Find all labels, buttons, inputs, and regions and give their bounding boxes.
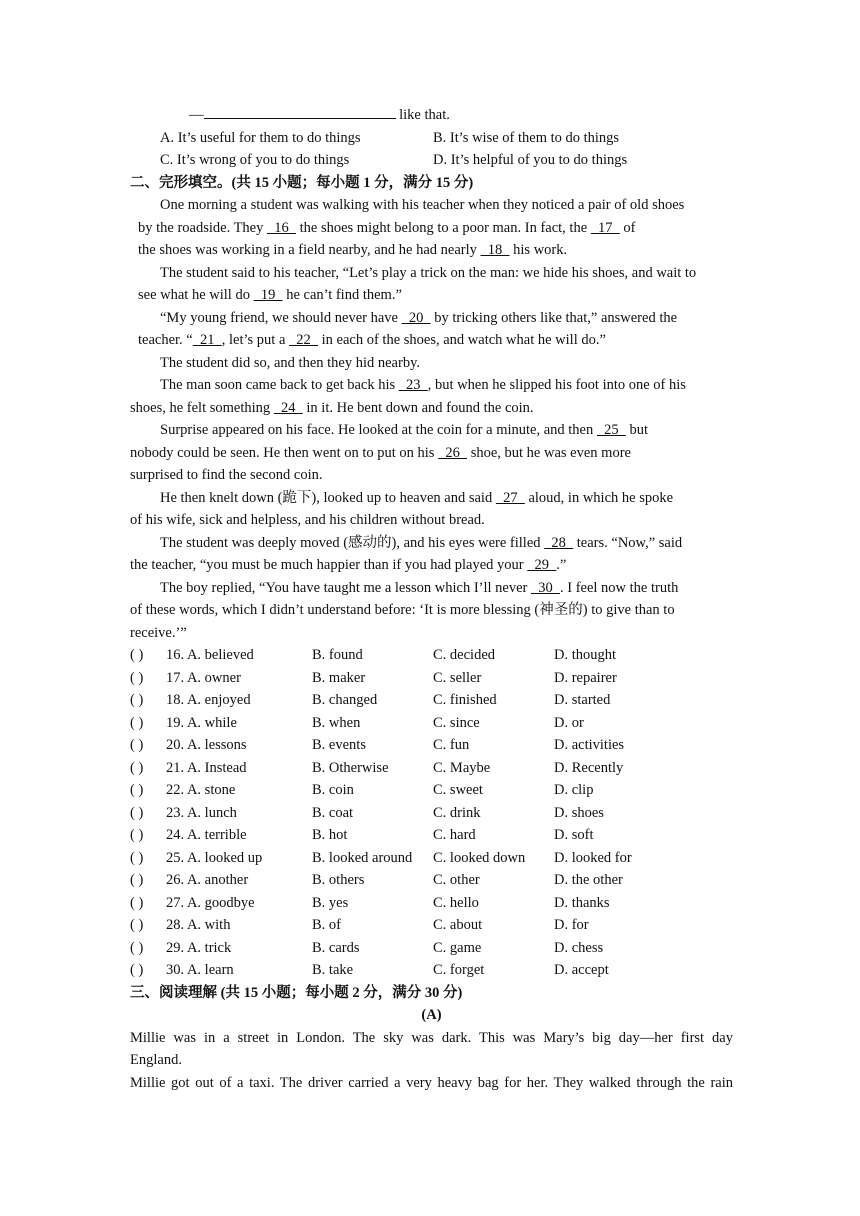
question-option-a: ( ) 28. A. with: [130, 914, 312, 937]
question-option-d: D. clip: [554, 782, 594, 798]
question-option-b: B. Otherwise: [312, 759, 389, 776]
answer-blank: [204, 104, 396, 119]
passage-line: Millie got out of a taxi. The driver carried a very heavy bag for her. They walked through the rain: [130, 1074, 733, 1091]
question-option-d: D. repairer: [554, 669, 617, 686]
blank-30: 30: [531, 579, 560, 596]
passage-line: see what he will do 19 he can’t find them.”: [138, 287, 402, 303]
question-option-a: ( ) 18. A. enjoyed: [130, 689, 312, 712]
question-option-d: D. started: [554, 692, 611, 708]
question-option-b: B. of: [312, 917, 341, 933]
question-option-d: D. thought: [554, 647, 617, 663]
passage-line: The boy replied, “You have taught me a lesson which I’ll never 30 . I feel now the truth: [160, 579, 679, 596]
question-option-c: C. forget: [433, 962, 485, 978]
question-option-b: B. maker: [312, 669, 366, 686]
passage-line: The student was deeply moved (感动的), and his eyes were filled 28 tears. “Now,” said: [160, 534, 683, 551]
blank-22: 22: [289, 332, 319, 348]
passage-line: The student said to his teacher, “Let’s play a trick on the man: we hide his shoes, and wait to: [160, 264, 697, 281]
blank-27: 27: [495, 489, 525, 506]
answer-paren: ( ): [130, 804, 144, 821]
question-option-c: C. drink: [433, 804, 481, 821]
passage-line: The student did so, and then they hid nearby.: [160, 354, 421, 371]
blank-28: 28: [544, 534, 574, 551]
option-d: D. It’s helpful of you to do things: [433, 152, 628, 168]
answer-paren: ( ): [130, 692, 144, 708]
question-option-c: C. about: [433, 917, 483, 933]
question-option-c: C. looked down: [433, 849, 526, 866]
cloze-question-list: [130, 644, 733, 982]
blank-24: 24: [273, 399, 303, 416]
question-option-d: D. soft: [554, 827, 594, 843]
question-option-a: ( ) 20. A. lessons: [130, 734, 312, 757]
cloze-question-row: [130, 644, 733, 667]
question-option-c: C. seller: [433, 669, 482, 686]
answer-paren: ( ): [130, 669, 144, 686]
answer-paren: ( ): [130, 849, 144, 866]
question-option-d: D. shoes: [554, 804, 604, 821]
passage-line: The man soon came back to get back his 23 , but when he slipped his foot into one of his: [160, 377, 686, 393]
passage-line: surprised to find the second coin.: [130, 467, 323, 483]
question-option-b: B. take: [312, 962, 354, 978]
blank-17: 17: [590, 219, 620, 236]
question-option-d: D. or: [554, 714, 584, 731]
question-option-b: B. others: [312, 872, 365, 888]
passage-line: One morning a student was walking with his teacher when they noticed a pair of old shoes: [160, 197, 685, 213]
option-a: A. It’s useful for them to do things: [160, 129, 361, 146]
blank-29: 29: [527, 557, 557, 573]
question-option-c: C. Maybe: [433, 759, 491, 776]
question-option-d: D. the other: [554, 872, 623, 888]
question-option-a: ( ) 23. A. lunch: [130, 802, 312, 825]
question-option-c: C. sweet: [433, 782, 483, 798]
cloze-question-row: [130, 847, 733, 870]
question-option-b: B. cards: [312, 939, 360, 956]
cloze-question-row: [130, 757, 733, 780]
answer-paren: ( ): [130, 714, 144, 731]
question-option-a: ( ) 24. A. terrible: [130, 824, 312, 847]
passage-line: He then knelt down (跪下), looked up to heaven and said 27 aloud, in which he spoke: [160, 489, 674, 506]
question-option-b: B. coin: [312, 782, 354, 798]
answer-paren: ( ): [130, 872, 144, 888]
cloze-question-row: [130, 689, 733, 712]
blank-19: 19: [253, 287, 283, 303]
cloze-question-row: [130, 779, 733, 802]
question-option-d: D. for: [554, 917, 589, 933]
question-option-d: D. chess: [554, 939, 604, 956]
cloze-question-row: [130, 892, 733, 915]
question-option-c: C. decided: [433, 647, 496, 663]
question-option-b: B. found: [312, 647, 363, 663]
answer-paren: ( ): [130, 917, 144, 933]
cloze-question-row: [130, 667, 733, 690]
cloze-question-row: [130, 937, 733, 960]
question-option-a: ( ) 26. A. another: [130, 869, 312, 892]
question-option-a: ( ) 29. A. trick: [130, 937, 312, 960]
answer-paren: ( ): [130, 782, 144, 798]
question-option-a: ( ) 19. A. while: [130, 712, 312, 735]
option-row: [130, 149, 733, 172]
question-option-c: C. hello: [433, 894, 479, 911]
option-c: C. It’s wrong of you to do things: [160, 152, 350, 168]
question-option-b: B. changed: [312, 692, 378, 708]
question-option-d: D. thanks: [554, 894, 610, 911]
answer-paren: ( ): [130, 962, 144, 978]
section-heading-cloze: 二、完形填空。(共 15 小题；每小题 1 分，满分 15 分): [130, 174, 474, 191]
question-option-d: D. accept: [554, 962, 609, 978]
blank-23: 23: [398, 377, 428, 393]
blank-21: 21: [192, 332, 222, 348]
answer-paren: ( ): [130, 827, 144, 843]
cloze-question-row: [130, 869, 733, 892]
question-option-d: D. Recently: [554, 759, 624, 776]
question-option-a: ( ) 22. A. stone: [130, 779, 312, 802]
question-option-b: B. yes: [312, 894, 349, 911]
answer-paren: ( ): [130, 939, 144, 956]
blank-18: 18: [480, 242, 510, 258]
question-option-b: B. when: [312, 714, 361, 731]
passage-line: of these words, which I didn’t understand before: ‘It is more blessing (神圣的) to give than to: [130, 602, 675, 618]
question-stem-line: — like that.: [130, 104, 733, 127]
passage-line: Millie was in a street in London. The sky was dark. This was Mary’s big day—her first day: [130, 1029, 733, 1046]
passage-line: the teacher, “you must be much happier than if you had played your 29 .”: [130, 557, 567, 573]
cloze-question-row: [130, 959, 733, 982]
blank-16: 16: [267, 219, 296, 236]
passage-line: nobody could be seen. He then went on to put on his 26 shoe, but he was even more: [130, 444, 631, 461]
question-option-b: B. hot: [312, 827, 348, 843]
answer-paren: ( ): [130, 894, 144, 911]
answer-paren: ( ): [130, 737, 144, 753]
passage-line: shoes, he felt something 24 in it. He bent down and found the coin.: [130, 399, 534, 416]
blank-20: 20: [401, 309, 431, 326]
question-option-a: ( ) 27. A. goodbye: [130, 892, 312, 915]
cloze-question-row: [130, 914, 733, 937]
question-option-c: C. game: [433, 939, 482, 956]
question-option-d: D. activities: [554, 737, 625, 753]
question-option-c: C. other: [433, 872, 480, 888]
document-page: [130, 104, 733, 1094]
blank-26: 26: [438, 444, 468, 461]
question-option-a: ( ) 16. A. believed: [130, 644, 312, 667]
answer-paren: ( ): [130, 647, 144, 663]
option-row: [130, 127, 733, 150]
answer-paren: ( ): [130, 759, 144, 776]
cloze-question-row: [130, 734, 733, 757]
passage-line: Surprise appeared on his face. He looked at the coin for a minute, and then 25 but: [160, 422, 649, 438]
blank-25: 25: [596, 422, 626, 438]
passage-line: “My young friend, we should never have 20 by tricking others like that,” answered the: [160, 309, 678, 326]
passage-label: (A): [421, 1007, 442, 1023]
question-option-c: C. hard: [433, 827, 476, 843]
question-option-b: B. events: [312, 737, 366, 753]
option-b: B. It’s wise of them to do things: [433, 129, 620, 146]
question-option-a: ( ) 25. A. looked up: [130, 847, 312, 870]
passage-line: receive.’”: [130, 624, 187, 641]
section-heading-reading: 三、阅读理解 (共 15 小题；每小题 2 分，满分 30 分): [130, 984, 463, 1001]
question-option-b: B. looked around: [312, 849, 413, 866]
cloze-question-row: [130, 802, 733, 825]
passage-line: the shoes was working in a field nearby, and he had nearly 18 his work.: [138, 242, 568, 258]
question-option-c: C. fun: [433, 737, 470, 753]
question-option-a: ( ) 17. A. owner: [130, 667, 312, 690]
passage-line: England.: [130, 1052, 182, 1068]
passage-line: teacher. “ 21 , let’s put a 22 in each of the shoes, and watch what he will do.”: [138, 332, 606, 348]
question-option-b: B. coat: [312, 804, 354, 821]
cloze-question-row: [130, 824, 733, 847]
question-option-d: D. looked for: [554, 849, 632, 866]
passage-line: by the roadside. They 16 the shoes might belong to a poor man. In fact, the 17 of: [138, 219, 636, 236]
question-option-a: ( ) 21. A. Instead: [130, 757, 312, 780]
passage-line: of his wife, sick and helpless, and his children without bread.: [130, 512, 485, 528]
cloze-question-row: [130, 712, 733, 735]
question-option-c: C. finished: [433, 692, 497, 708]
question-option-a: ( ) 30. A. learn: [130, 959, 312, 982]
question-option-c: C. since: [433, 714, 480, 731]
